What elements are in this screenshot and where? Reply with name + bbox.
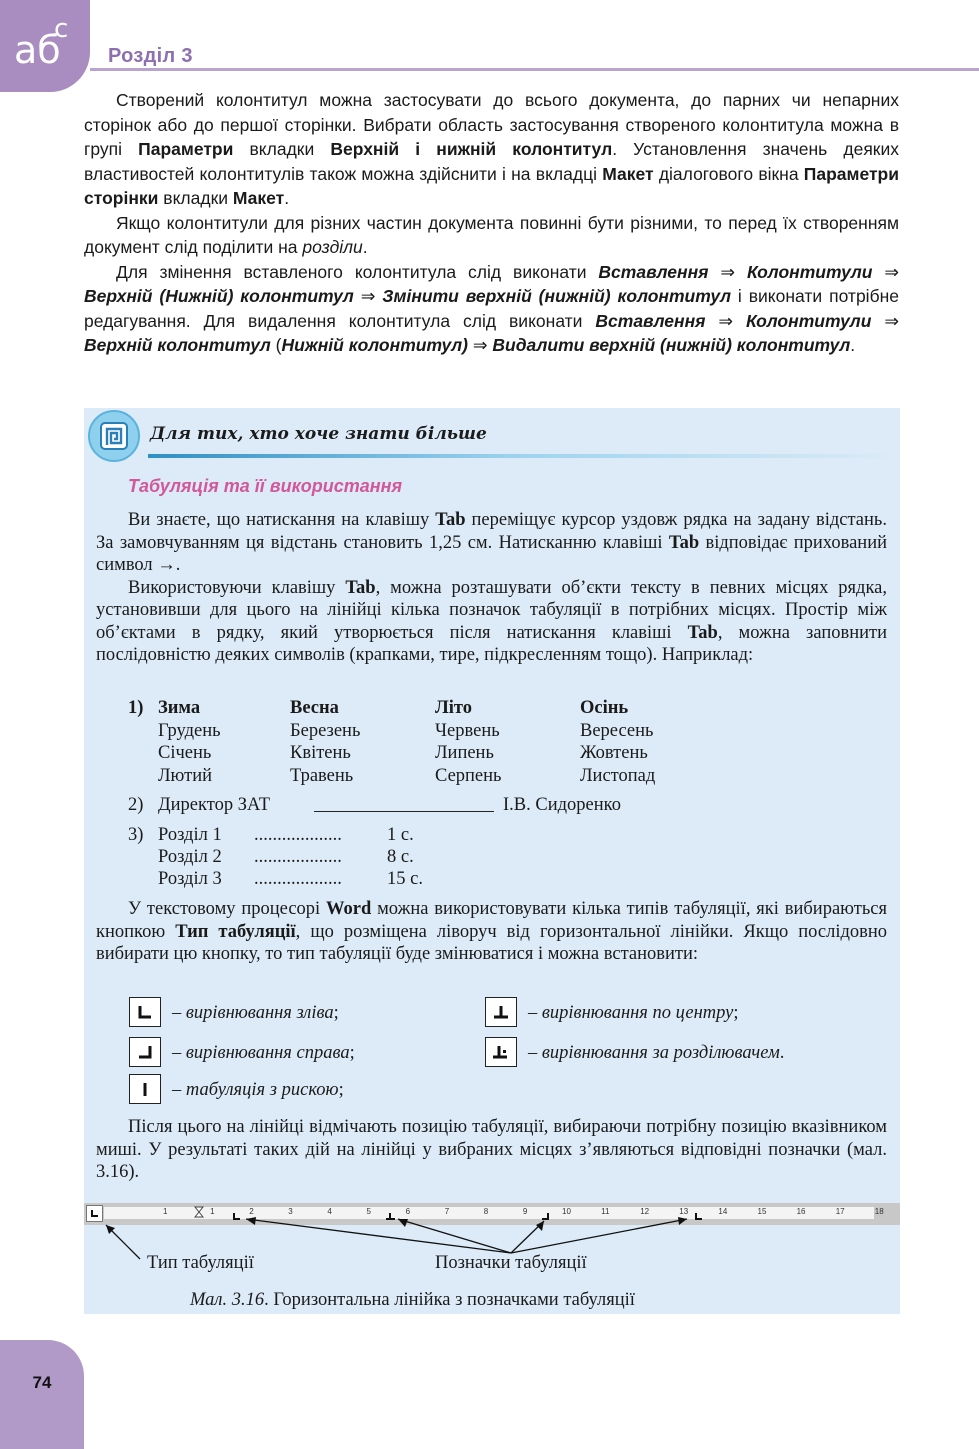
toc-name: Розділ 2: [158, 847, 222, 867]
signature-right: І.В. Сидоренко: [503, 795, 621, 815]
page-strip: [0, 1340, 84, 1449]
header-rule: [90, 68, 979, 71]
table-cell: Січень: [158, 743, 212, 763]
ruler-number: 4: [327, 1207, 332, 1216]
text-run: Tab: [345, 577, 376, 598]
ruler-number: 16: [796, 1207, 806, 1216]
tab-marks-label: Позначки табуляції: [435, 1253, 587, 1273]
text-run: Верхній (Нижній) колонтитул: [84, 286, 354, 306]
tab-type-label: Тип табуляції: [147, 1253, 254, 1273]
box-paragraphs: [96, 1116, 887, 1184]
table-cell: Квітень: [290, 743, 351, 763]
text-run: Верхній колонтитул: [84, 335, 271, 355]
toc-page: 1 с.: [387, 825, 414, 845]
ruler-number: 15: [757, 1207, 767, 1216]
text-run: Макет: [232, 188, 285, 208]
intro-paragraph: [84, 88, 899, 211]
text-run: , що розміщена ліворуч від горизонтальної лінійки. Якщо послідовно вибирати цю кнопку, то тип табуляції буде змінюватися і можна встановити:: [96, 921, 888, 964]
table-cell: Вересень: [580, 721, 654, 741]
text-run: , можна розташувати об’єкти тексту в певних місцях рядка, установивши для цього на лінійці кілька позначок табуляції в потрібних місцях. Простір між об’єктами в рядку, який утворюється після натискання клавіші: [96, 577, 887, 643]
text-run: ⇒: [872, 261, 899, 282]
text-run: Параметри сторінки: [84, 163, 899, 208]
text-run: ⇒: [871, 310, 899, 331]
text-run: Макет: [602, 163, 654, 184]
tab-type-center: – вирівнювання по центру;: [528, 1003, 739, 1023]
table-cell: Липень: [435, 743, 494, 763]
text-run: Видалити верхній (нижній) колонтитул: [492, 335, 851, 355]
ruler-number: 13: [679, 1207, 689, 1216]
logo-letters: аб: [14, 28, 61, 72]
text-run: Створений колонтитул можна застосувати до всього документа, до парних чи непарних сторінок або до першої сторінки. Вибрати область застосування створеного колонтитула можна в групі: [84, 90, 899, 159]
table-cell: Жовтень: [580, 743, 648, 763]
box-title-rule: [148, 454, 900, 458]
ruler-number: 12: [640, 1207, 650, 1216]
text-run: Якщо колонтитули для різних частин документа повинні бути різними, то перед їх створенням документ слід поділити на: [84, 212, 899, 257]
text-run: діалогового вікна: [653, 163, 804, 184]
ruler-number: 1: [210, 1207, 215, 1216]
chapter-logo: [0, 0, 90, 92]
text-run: ⇒: [468, 335, 493, 355]
toc-name: Розділ 3: [158, 869, 222, 889]
dot-leader: ...................: [254, 847, 342, 867]
ruler-number: 5: [366, 1207, 371, 1216]
text-run: .: [362, 237, 368, 257]
text-run: розділи: [302, 237, 363, 257]
table-cell: Грудень: [158, 721, 221, 741]
text-run: Tab: [435, 510, 466, 530]
text-run: ⇒: [708, 261, 748, 282]
signature-left: Директор ЗАТ: [158, 795, 270, 815]
table-cell: Серпень: [435, 766, 502, 786]
box-paragraphs: [96, 898, 887, 966]
text-run: Для змінення вставленого колонтитула слід виконати: [116, 261, 599, 282]
text-run: переміщує курсор уздовж рядка на задану відстань. За замовчуванням ця відстань становить 1,25 см. Натисканню клавіші: [96, 510, 887, 553]
ruler-number: 6: [405, 1207, 411, 1216]
decimal-tab-icon: [485, 1037, 517, 1067]
spiral-icon: [88, 410, 140, 462]
dot-leader: ...................: [254, 825, 342, 845]
text-run: Нижній колонтитул): [281, 335, 469, 355]
text-run: Вставлення: [598, 261, 709, 282]
tab-type-right: – вирівнювання справа;: [172, 1043, 355, 1063]
ruler-number: 10: [562, 1207, 571, 1216]
box-paragraph: [96, 509, 887, 577]
text-run: і виконати потрібне редагування. Для видалення колонтитула слід виконати: [84, 286, 899, 331]
table-cell: Листопад: [580, 766, 656, 786]
table-cell: Лютий: [158, 766, 213, 786]
text-run: Параметри: [138, 139, 234, 159]
text-run: Tab: [687, 622, 718, 643]
text-run: (: [270, 335, 282, 355]
example-label: 3): [128, 825, 144, 845]
table-cell: Березень: [290, 721, 361, 741]
intro-paragraph: [84, 260, 899, 358]
ruler-number: 2: [249, 1207, 254, 1216]
ruler-number: 9: [522, 1207, 528, 1216]
text-run: .: [850, 335, 856, 355]
text-run: можна використовувати кілька типів табуляції, які вибираються кнопкою: [96, 899, 887, 942]
underline-leader: [314, 811, 494, 812]
ruler-number: 3: [288, 1207, 293, 1216]
left-tab-icon: [129, 997, 161, 1027]
text-run: Змінити верхній (нижній) колонтитул: [382, 286, 731, 306]
right-tab-icon: [129, 1037, 161, 1067]
page-number: 74: [32, 1373, 52, 1392]
text-run: , можна заповнити послідовністю деяких символів (крапками, тире, підкресленням тощо). Наприклад:: [96, 622, 888, 665]
dot-leader: ...................: [254, 869, 342, 889]
intro-text: [84, 88, 899, 358]
text-run: Після цього на лінійці відмічають позицію табуляції, вибираючи потрібну позицію вказівником миші. У результаті таких дій на лінійці у вибраних місцях з’являються відповідні позначки (мал. 3.16).: [96, 1117, 887, 1182]
toc-page: 15 с.: [387, 869, 423, 889]
text-run: Word: [326, 899, 372, 919]
text-run: Tab: [668, 532, 700, 553]
ruler-number: 17: [835, 1207, 845, 1216]
ruler-number: 18: [874, 1207, 884, 1216]
ruler-number: 1: [163, 1207, 168, 1216]
text-run: .: [284, 188, 290, 208]
text-run: У текстовому процесорі: [128, 899, 327, 919]
table-header-cell: Весна: [290, 698, 339, 718]
tab-stop-left: [234, 1213, 240, 1219]
text-run: Колонтитули: [746, 310, 872, 331]
section-title: Розділ 3: [108, 45, 193, 67]
box-title: Для тих, хто хоче знати більше: [150, 424, 487, 444]
tab-type-decimal: – вирівнювання за розділювачем.: [528, 1043, 785, 1063]
tab-stop-center: [386, 1213, 395, 1219]
ruler-number: 8: [483, 1207, 489, 1216]
text-run: вкладки: [233, 139, 331, 159]
table-header-cell: Зима: [158, 698, 201, 718]
box-paragraph: [96, 1116, 887, 1184]
ruler-number: 7: [444, 1207, 450, 1216]
text-run: Верхній і нижній колонтитул: [330, 139, 613, 159]
bar-tab-icon: [129, 1074, 161, 1104]
text-run: вкладки: [158, 188, 233, 208]
toc-name: Розділ 1: [158, 825, 222, 845]
text-run: Вставлення: [595, 310, 706, 331]
text-run: Ви знаєте, що натискання на клавішу: [128, 510, 436, 530]
text-run: Використовуючи клавішу: [128, 577, 346, 598]
toc-page: 8 с.: [387, 847, 414, 867]
table-header-cell: Осінь: [580, 698, 629, 718]
tab-stop-right: [542, 1213, 548, 1219]
table-header-cell: Літо: [435, 698, 473, 718]
text-run: Колонтитули: [747, 261, 873, 282]
text-run: ⇒: [353, 286, 383, 306]
box-paragraph: [96, 898, 887, 966]
tab-type-bar: – табуляція з рискою;: [172, 1080, 344, 1100]
tab-type-left: – вирівнювання зліва;: [172, 1003, 339, 1023]
figure-caption: Мал. 3.16. Горизонтальна лінійка з позначками табуляції: [190, 1290, 635, 1310]
tab-stop-left-2: [696, 1213, 702, 1219]
example-label: 2): [128, 795, 144, 815]
box-paragraphs: [96, 509, 887, 667]
ruler-number: 11: [601, 1207, 610, 1216]
example-label: 1): [128, 698, 144, 718]
table-cell: Червень: [435, 721, 500, 741]
text-run: . Установлення значень деяких властивостей колонтитулів також можна здійснити і на вкладці: [84, 139, 899, 184]
intro-paragraph: [84, 211, 899, 260]
box-subtitle: Табуляція та її використання: [128, 476, 403, 496]
box-paragraph: [96, 577, 887, 667]
text-run: ⇒: [705, 310, 746, 331]
center-tab-icon: [485, 997, 517, 1027]
logo-superscript: с: [54, 14, 69, 44]
ruler-number: 14: [718, 1207, 728, 1216]
text-run: відповідає прихований символ →.: [96, 532, 887, 575]
table-cell: Травень: [290, 766, 354, 786]
text-run: Тип табуляції: [175, 921, 296, 942]
